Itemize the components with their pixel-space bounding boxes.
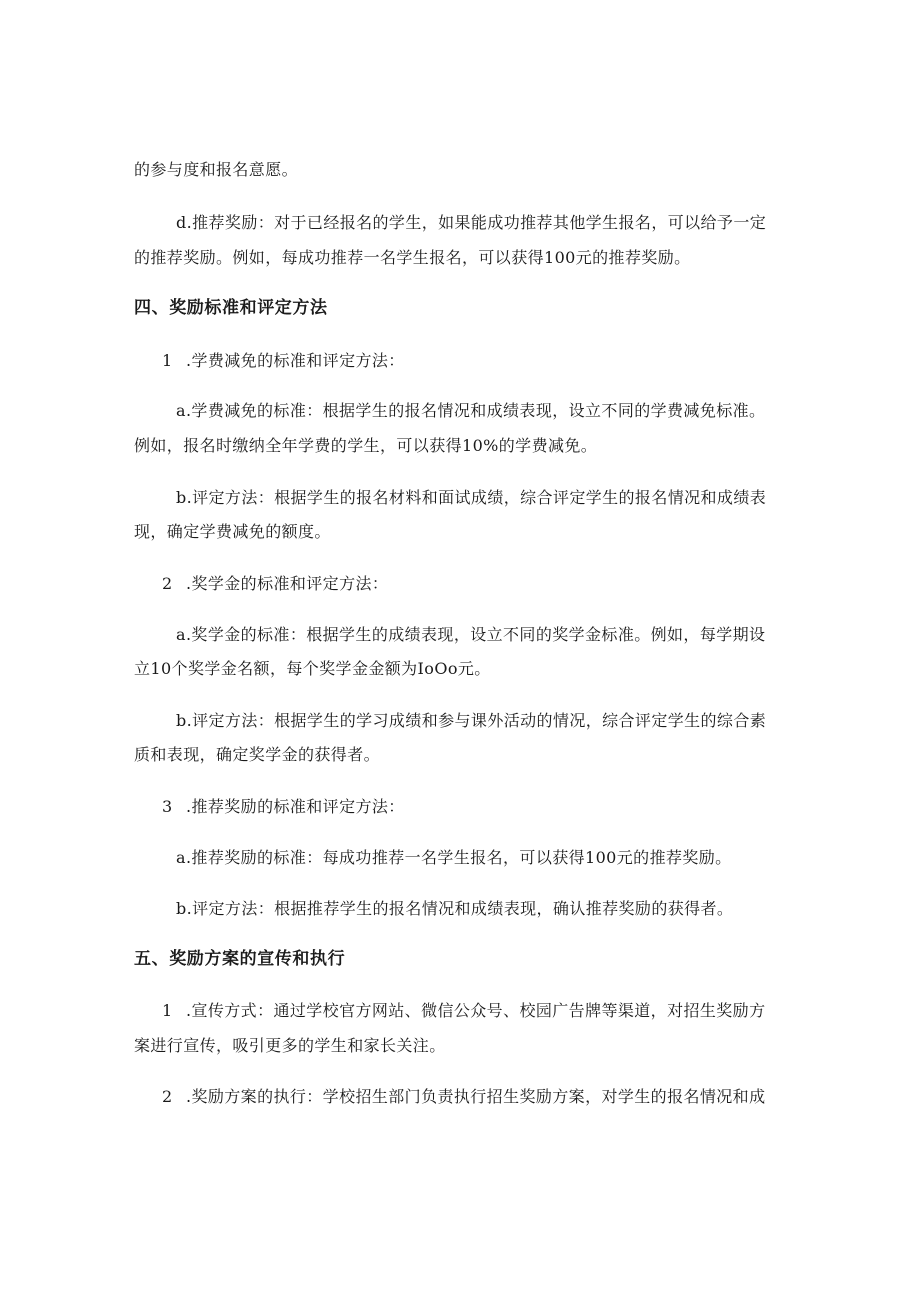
list-item-p2: [162, 1087, 766, 1107]
paragraph-line: a.学费减免的标准：根据学生的报名情况和成绩表现，设立不同的学费减免标准。: [176, 401, 766, 420]
list-number: 2: [162, 1087, 173, 1106]
paragraph-line: 例如，报名时缴纳全年学费的学生，可以获得10%的学费减免。: [134, 436, 598, 455]
paragraph-line: 的推荐奖励。例如，每成功推荐一名学生报名，可以获得100元的推荐奖励。: [134, 248, 691, 267]
paragraph-line: 质和表现，确定奖学金的获得者。: [134, 745, 381, 764]
paragraph-line: b.评定方法：根据推荐学生的报名情况和成绩表现，确认推荐奖励的获得者。: [176, 899, 734, 918]
section-heading-4: 四、奖励标准和评定方法: [134, 298, 328, 318]
list-number: 3: [162, 797, 173, 816]
list-number: 1: [162, 1001, 173, 1020]
list-item-1: [162, 351, 405, 371]
list-item-p1: [162, 1001, 766, 1021]
list-item-text: .奖励方案的执行：学校招生部门负责执行招生奖励方案，对学生的报名情况和成: [186, 1087, 766, 1106]
paragraph-line: b.评定方法：根据学生的学习成绩和参与课外活动的情况，综合评定学生的综合素: [176, 711, 767, 730]
paragraph-line: 立10个奖学金名额，每个奖学金金额为IoOo元。: [134, 659, 491, 678]
list-number: 1: [162, 351, 173, 370]
list-item-text: .学费减免的标准和评定方法：: [186, 351, 405, 370]
paragraph-line: 案进行宣传，吸引更多的学生和家长关注。: [134, 1036, 446, 1055]
paragraph-line: a.推荐奖励的标准：每成功推荐一名学生报名，可以获得100元的推荐奖励。: [176, 848, 732, 867]
section-heading-5: 五、奖励方案的宣传和执行: [134, 949, 346, 969]
paragraph-line: a.奖学金的标准：根据学生的成绩表现，设立不同的奖学金标准。例如，每学期设: [176, 625, 766, 644]
list-number: 2: [162, 574, 173, 593]
list-item-text: .宣传方式：通过学校官方网站、微信公众号、校园广告牌等渠道，对招生奖励方: [186, 1001, 766, 1020]
list-item-text: .奖学金的标准和评定方法：: [186, 574, 389, 593]
list-item-2: [162, 574, 388, 594]
list-item-3: [162, 797, 405, 817]
paragraph-line: 的参与度和报名意愿。: [134, 160, 299, 179]
paragraph-line: d.推荐奖励：对于已经报名的学生，如果能成功推荐其他学生报名，可以给予一定: [176, 213, 767, 232]
paragraph-line: b.评定方法：根据学生的报名材料和面试成绩，综合评定学生的报名情况和成绩表: [176, 488, 767, 507]
paragraph-line: 现，确定学费减免的额度。: [134, 522, 331, 541]
list-item-text: .推荐奖励的标准和评定方法：: [186, 797, 405, 816]
